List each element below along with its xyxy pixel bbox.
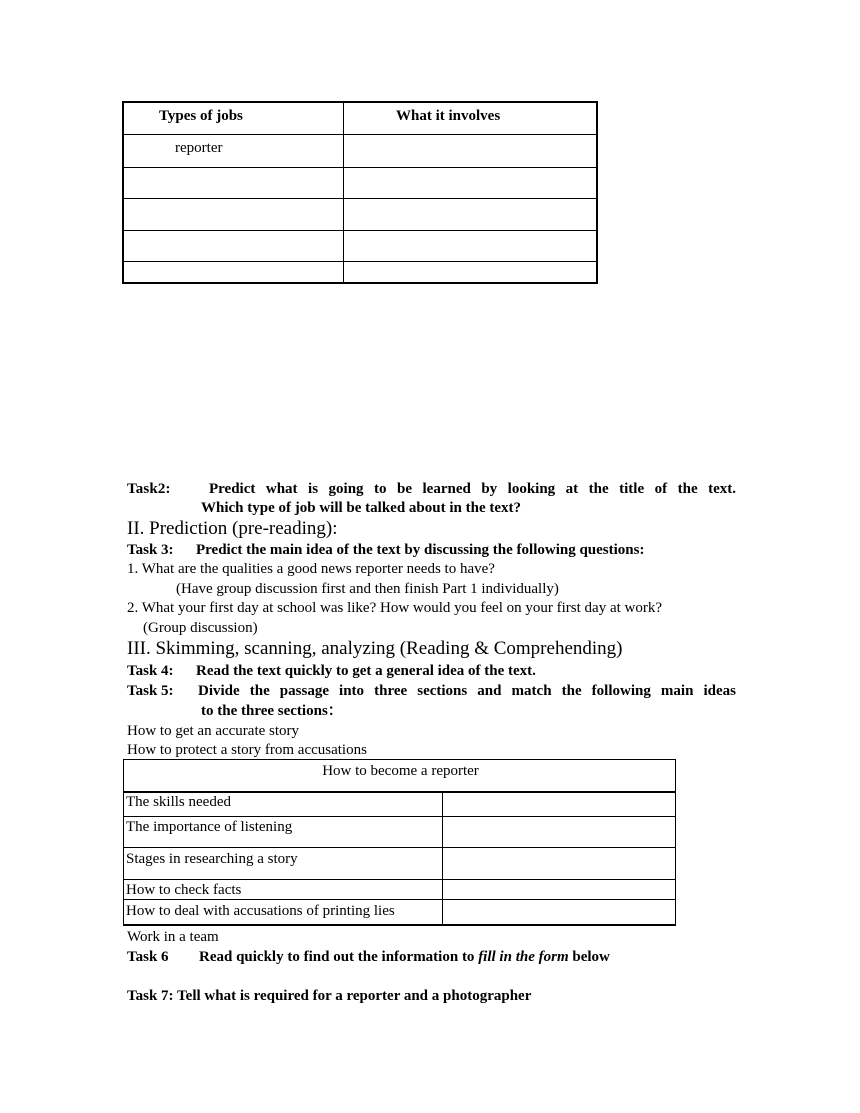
- work-in-a-team: Work in a team: [127, 929, 219, 945]
- main-idea-1: How to get an accurate story: [127, 723, 300, 739]
- task3-question-2-note: (Group discussion): [143, 620, 258, 636]
- sections-table: [123, 759, 676, 926]
- task6-text-italic: fill in the form: [478, 949, 569, 965]
- task3-question-2: 2. What your first day at school was like? How would you feel on your first day at work?: [127, 600, 663, 616]
- task5-label: Task 5:: [127, 683, 174, 699]
- row-divider: [124, 847, 675, 848]
- header-what-it-involves: What it involves: [396, 108, 501, 124]
- task5-line2: to the three sections：: [201, 703, 343, 719]
- task2-line2: Which type of job will be talked about in the text?: [201, 500, 522, 516]
- task4-text: Read the text quickly to get a general idea of the text.: [196, 663, 536, 679]
- task3-text: Predict the main idea of the text by discussing the following questions:: [196, 542, 645, 558]
- task4-label: Task 4:: [127, 663, 174, 679]
- task6-label: Task 6: [127, 949, 169, 965]
- section-3-heading: III. Skimming, scanning, analyzing (Reading & Comprehending): [127, 638, 623, 659]
- task7-text: Task 7: Tell what is required for a reporter and a photographer: [127, 988, 532, 1004]
- task6-text-after: below: [572, 949, 610, 965]
- cell-job-reporter: reporter: [175, 140, 223, 156]
- task3-question-1-note: (Have group discussion first and then finish Part 1 individually): [176, 581, 559, 597]
- row-divider: [124, 879, 675, 880]
- task3-question-1: 1. What are the qualities a good news reporter needs to have?: [127, 561, 495, 577]
- row-divider: [124, 899, 675, 900]
- column-divider: [343, 103, 344, 282]
- task2-label: Task2:: [127, 481, 171, 497]
- task2-line1: Predict what is going to be learned by looking at the title of the text.: [209, 481, 736, 497]
- task6-text-before: Read quickly to find out the information to: [199, 949, 475, 965]
- task6-text: [199, 948, 610, 967]
- table2-row-3: Stages in researching a story: [126, 851, 298, 867]
- row-divider: [124, 134, 596, 135]
- row-divider: [124, 230, 596, 231]
- row-divider: [124, 816, 675, 817]
- table2-row-2: The importance of listening: [126, 819, 293, 835]
- row-divider: [124, 167, 596, 168]
- header-types-of-jobs: Types of jobs: [159, 108, 243, 124]
- task3-label: Task 3:: [127, 542, 174, 558]
- jobs-table: [122, 101, 598, 284]
- table2-row-4: How to check facts: [126, 882, 242, 898]
- main-idea-2: How to protect a story from accusations: [127, 742, 367, 758]
- task5-line1: Divide the passage into three sections and match the following main ideas: [198, 683, 736, 699]
- table2-row-5: How to deal with accusations of printing lies: [126, 903, 395, 919]
- row-divider: [124, 261, 596, 262]
- section-2-heading: II. Prediction (pre-reading):: [127, 518, 338, 539]
- table2-row-1: The skills needed: [126, 794, 231, 810]
- row-divider: [124, 198, 596, 199]
- table2-header: How to become a reporter: [322, 763, 479, 779]
- column-divider: [442, 791, 443, 924]
